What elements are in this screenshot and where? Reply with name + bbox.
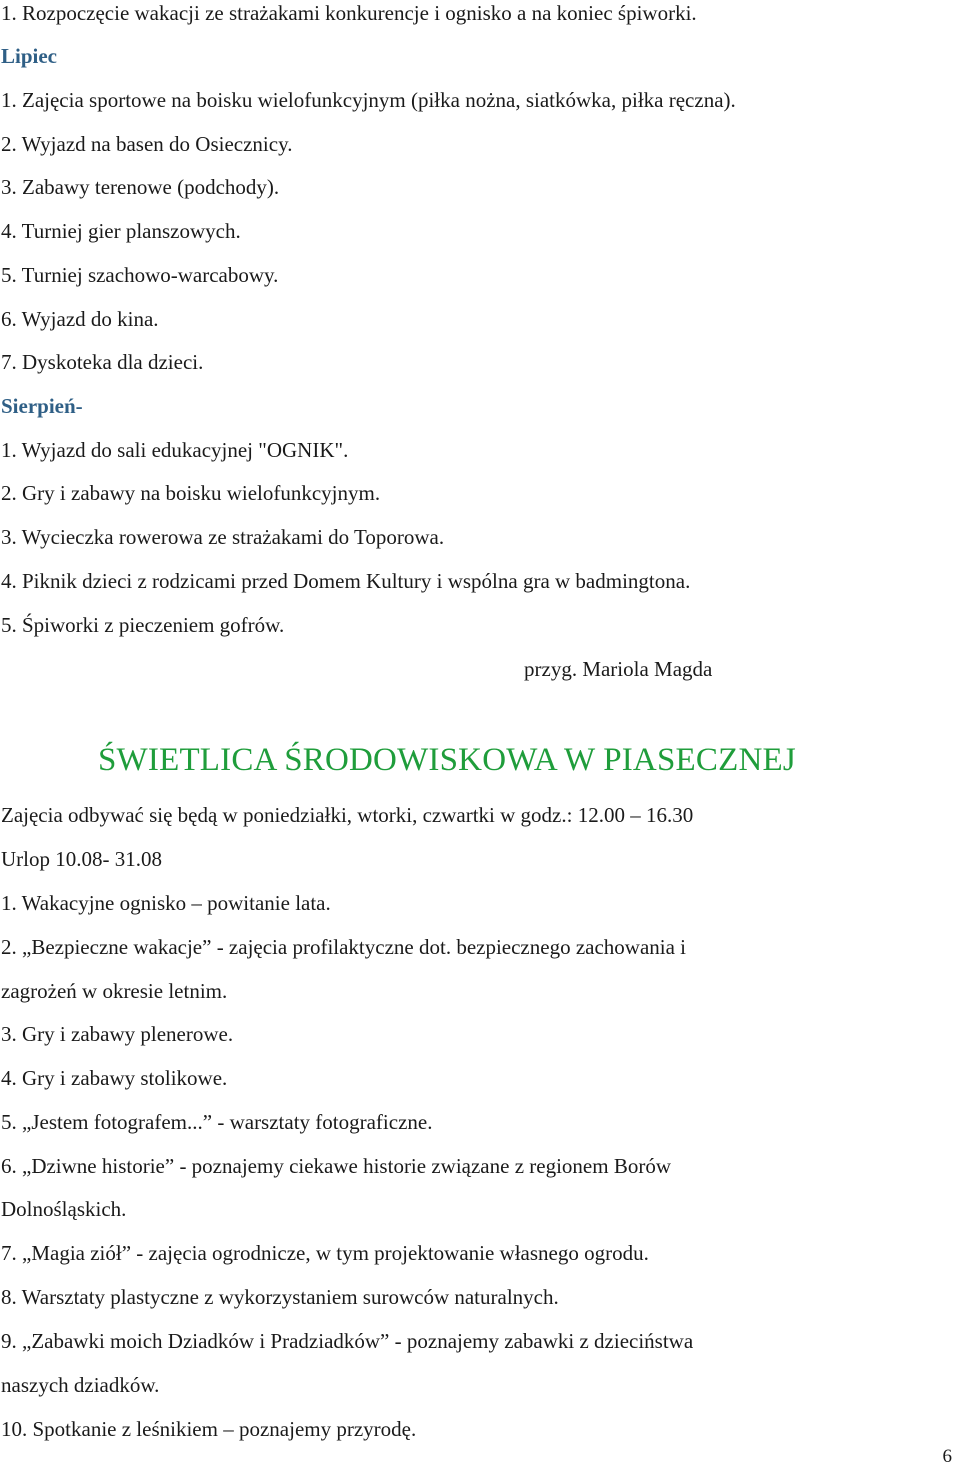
list-item: 7. „Magia ziół” - zajęcia ogrodnicze, w tym projektowanie własnego ogrodu.	[1, 1241, 649, 1265]
page-number: 6	[942, 1446, 952, 1467]
list-item: naszych dziadków.	[1, 1373, 160, 1397]
august-heading: Sierpień-	[1, 394, 83, 418]
list-item: Dolnośląskich.	[1, 1197, 127, 1221]
list-item: 1. Zajęcia sportowe na boisku wielofunkcyjnym (piłka nożna, siatkówka, piłka ręczna).	[1, 88, 736, 112]
list-item: 5. Śpiworki z pieczeniem gofrów.	[1, 613, 285, 637]
list-item: 1. Wyjazd do sali edukacyjnej "OGNIK".	[1, 438, 349, 462]
list-item: 2. „Bezpieczne wakacje” - zajęcia profilaktyczne dot. bezpiecznego zachowania i	[1, 935, 687, 959]
list-item: 6. Wyjazd do kina.	[1, 307, 159, 331]
list-item: 6. „Dziwne historie” - poznajemy ciekawe historie związane z regionem Borów	[1, 1154, 671, 1178]
signature: przyg. Mariola Magda	[524, 657, 713, 681]
list-item: 5. „Jestem fotografem...” - warsztaty fotograficzne.	[1, 1110, 433, 1134]
june-last-item: 1. Rozpoczęcie wakacji ze strażakami konkurencje i ognisko a na koniec śpiworki.	[1, 1, 697, 25]
list-item: 7. Dyskoteka dla dzieci.	[1, 350, 204, 374]
list-item: 4. Gry i zabawy stolikowe.	[1, 1066, 228, 1090]
list-item: 5. Turniej szachowo-warcabowy.	[1, 263, 279, 287]
list-item: 2. Wyjazd na basen do Osiecznicy.	[1, 132, 293, 156]
list-item: 2. Gry i zabawy na boisku wielofunkcyjnym.	[1, 481, 381, 505]
list-item: 3. Gry i zabawy plenerowe.	[1, 1022, 234, 1046]
list-item: 3. Wycieczka rowerowa ze strażakami do Toporowa.	[1, 525, 445, 549]
section-title: ŚWIETLICA ŚRODOWISKOWA W PIASECZNEJ	[98, 742, 796, 778]
list-item: 8. Warsztaty plastyczne z wykorzystaniem surowców naturalnych.	[1, 1285, 559, 1309]
list-item: 4. Turniej gier planszowych.	[1, 219, 241, 243]
leave-text: Urlop 10.08- 31.08	[1, 847, 162, 871]
list-item: zagrożeń w okresie letnim.	[1, 979, 228, 1003]
list-item: 1. Wakacyjne ognisko – powitanie lata.	[1, 891, 331, 915]
july-heading: Lipiec	[1, 44, 57, 68]
list-item: 10. Spotkanie z leśnikiem – poznajemy przyrodę.	[1, 1417, 417, 1441]
schedule-text: Zajęcia odbywać się będą w poniedziałki, wtorki, czwartki w godz.: 12.00 – 16.30	[1, 803, 694, 827]
list-item: 9. „Zabawki moich Dziadków i Pradziadków” - poznajemy zabawki z dzieciństwa	[1, 1329, 694, 1353]
list-item: 3. Zabawy terenowe (podchody).	[1, 175, 280, 199]
list-item: 4. Piknik dzieci z rodzicami przed Domem Kultury i wspólna gra w badmingtona.	[1, 569, 691, 593]
